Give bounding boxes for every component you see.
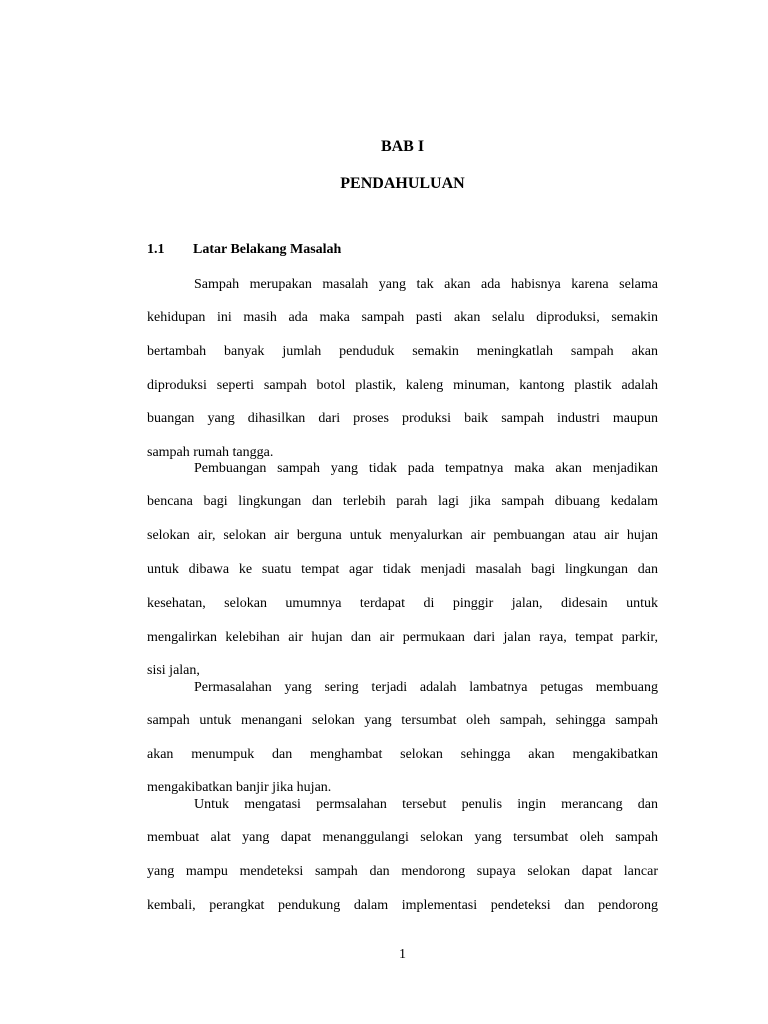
section-heading — [147, 240, 341, 260]
paragraph-3-line-3: akan menumpuk dan menghambat selokan sehingga akan mengakibatkan — [147, 747, 658, 762]
paragraph-1-line-4: diproduksi seperti sampah botol plastik, kaleng minuman, kantong plastik adalah — [147, 378, 658, 393]
paragraph-1-line-6: sampah rumah tangga. — [147, 445, 274, 460]
paragraph-4-line-1: Untuk mengatasi permsalahan tersebut penulis ingin merancang dan — [194, 797, 658, 812]
paragraph-2-line-7: sisi jalan, — [147, 663, 200, 678]
paragraph-4-line-4: kembali, perangkat pendukung dalam implementasi pendeteksi dan pendorong — [147, 898, 658, 913]
paragraph-3-line-1: Permasalahan yang sering terjadi adalah lambatnya petugas membuang — [194, 680, 658, 695]
paragraph-2-line-6: mengalirkan kelebihan air hujan dan air permukaan dari jalan raya, tempat parkir, — [147, 630, 658, 645]
paragraph-2-line-5: kesehatan, selokan umumnya terdapat di pinggir jalan, didesain untuk — [147, 596, 658, 611]
paragraph-1-line-2: kehidupan ini masih ada maka sampah pasti akan selalu diproduksi, semakin — [147, 310, 658, 325]
paragraph-2-line-4: untuk dibawa ke suatu tempat agar tidak menjadi masalah bagi lingkungan dan — [147, 562, 658, 577]
chapter-title: PENDAHULUAN — [340, 175, 465, 192]
paragraph-1-line-1: Sampah merupakan masalah yang tak akan ada habisnya karena selama — [194, 277, 658, 292]
paragraph-3-line-4: mengakibatkan banjir jika hujan. — [147, 780, 332, 795]
paragraph-1-line-5: buangan yang dihasilkan dari proses produksi baik sampah industri maupun — [147, 411, 658, 426]
section-title: Latar Belakang Masalah — [193, 242, 342, 257]
paragraph-4-line-2: membuat alat yang dapat menanggulangi selokan yang tersumbat oleh sampah — [147, 830, 658, 845]
paragraph-4-line-3: yang mampu mendeteksi sampah dan mendorong supaya selokan dapat lancar — [147, 864, 658, 879]
chapter-number: BAB I — [380, 138, 425, 155]
paragraph-1-line-3: bertambah banyak jumlah penduduk semakin meningkatlah sampah akan — [147, 344, 658, 359]
paragraph-2-line-2: bencana bagi lingkungan dan terlebih parah lagi jika sampah dibuang kedalam — [147, 494, 658, 509]
section-number: 1.1 — [147, 242, 165, 257]
paragraph-3-line-2: sampah untuk menangani selokan yang tersumbat oleh sampah, sehingga sampah — [147, 713, 658, 728]
paragraph-2-line-1: Pembuangan sampah yang tidak pada tempatnya maka akan menjadikan — [194, 461, 658, 476]
paragraph-2-line-3: selokan air, selokan air berguna untuk menyalurkan air pembuangan atau air hujan — [147, 528, 658, 543]
page-number: 1 — [399, 947, 406, 962]
